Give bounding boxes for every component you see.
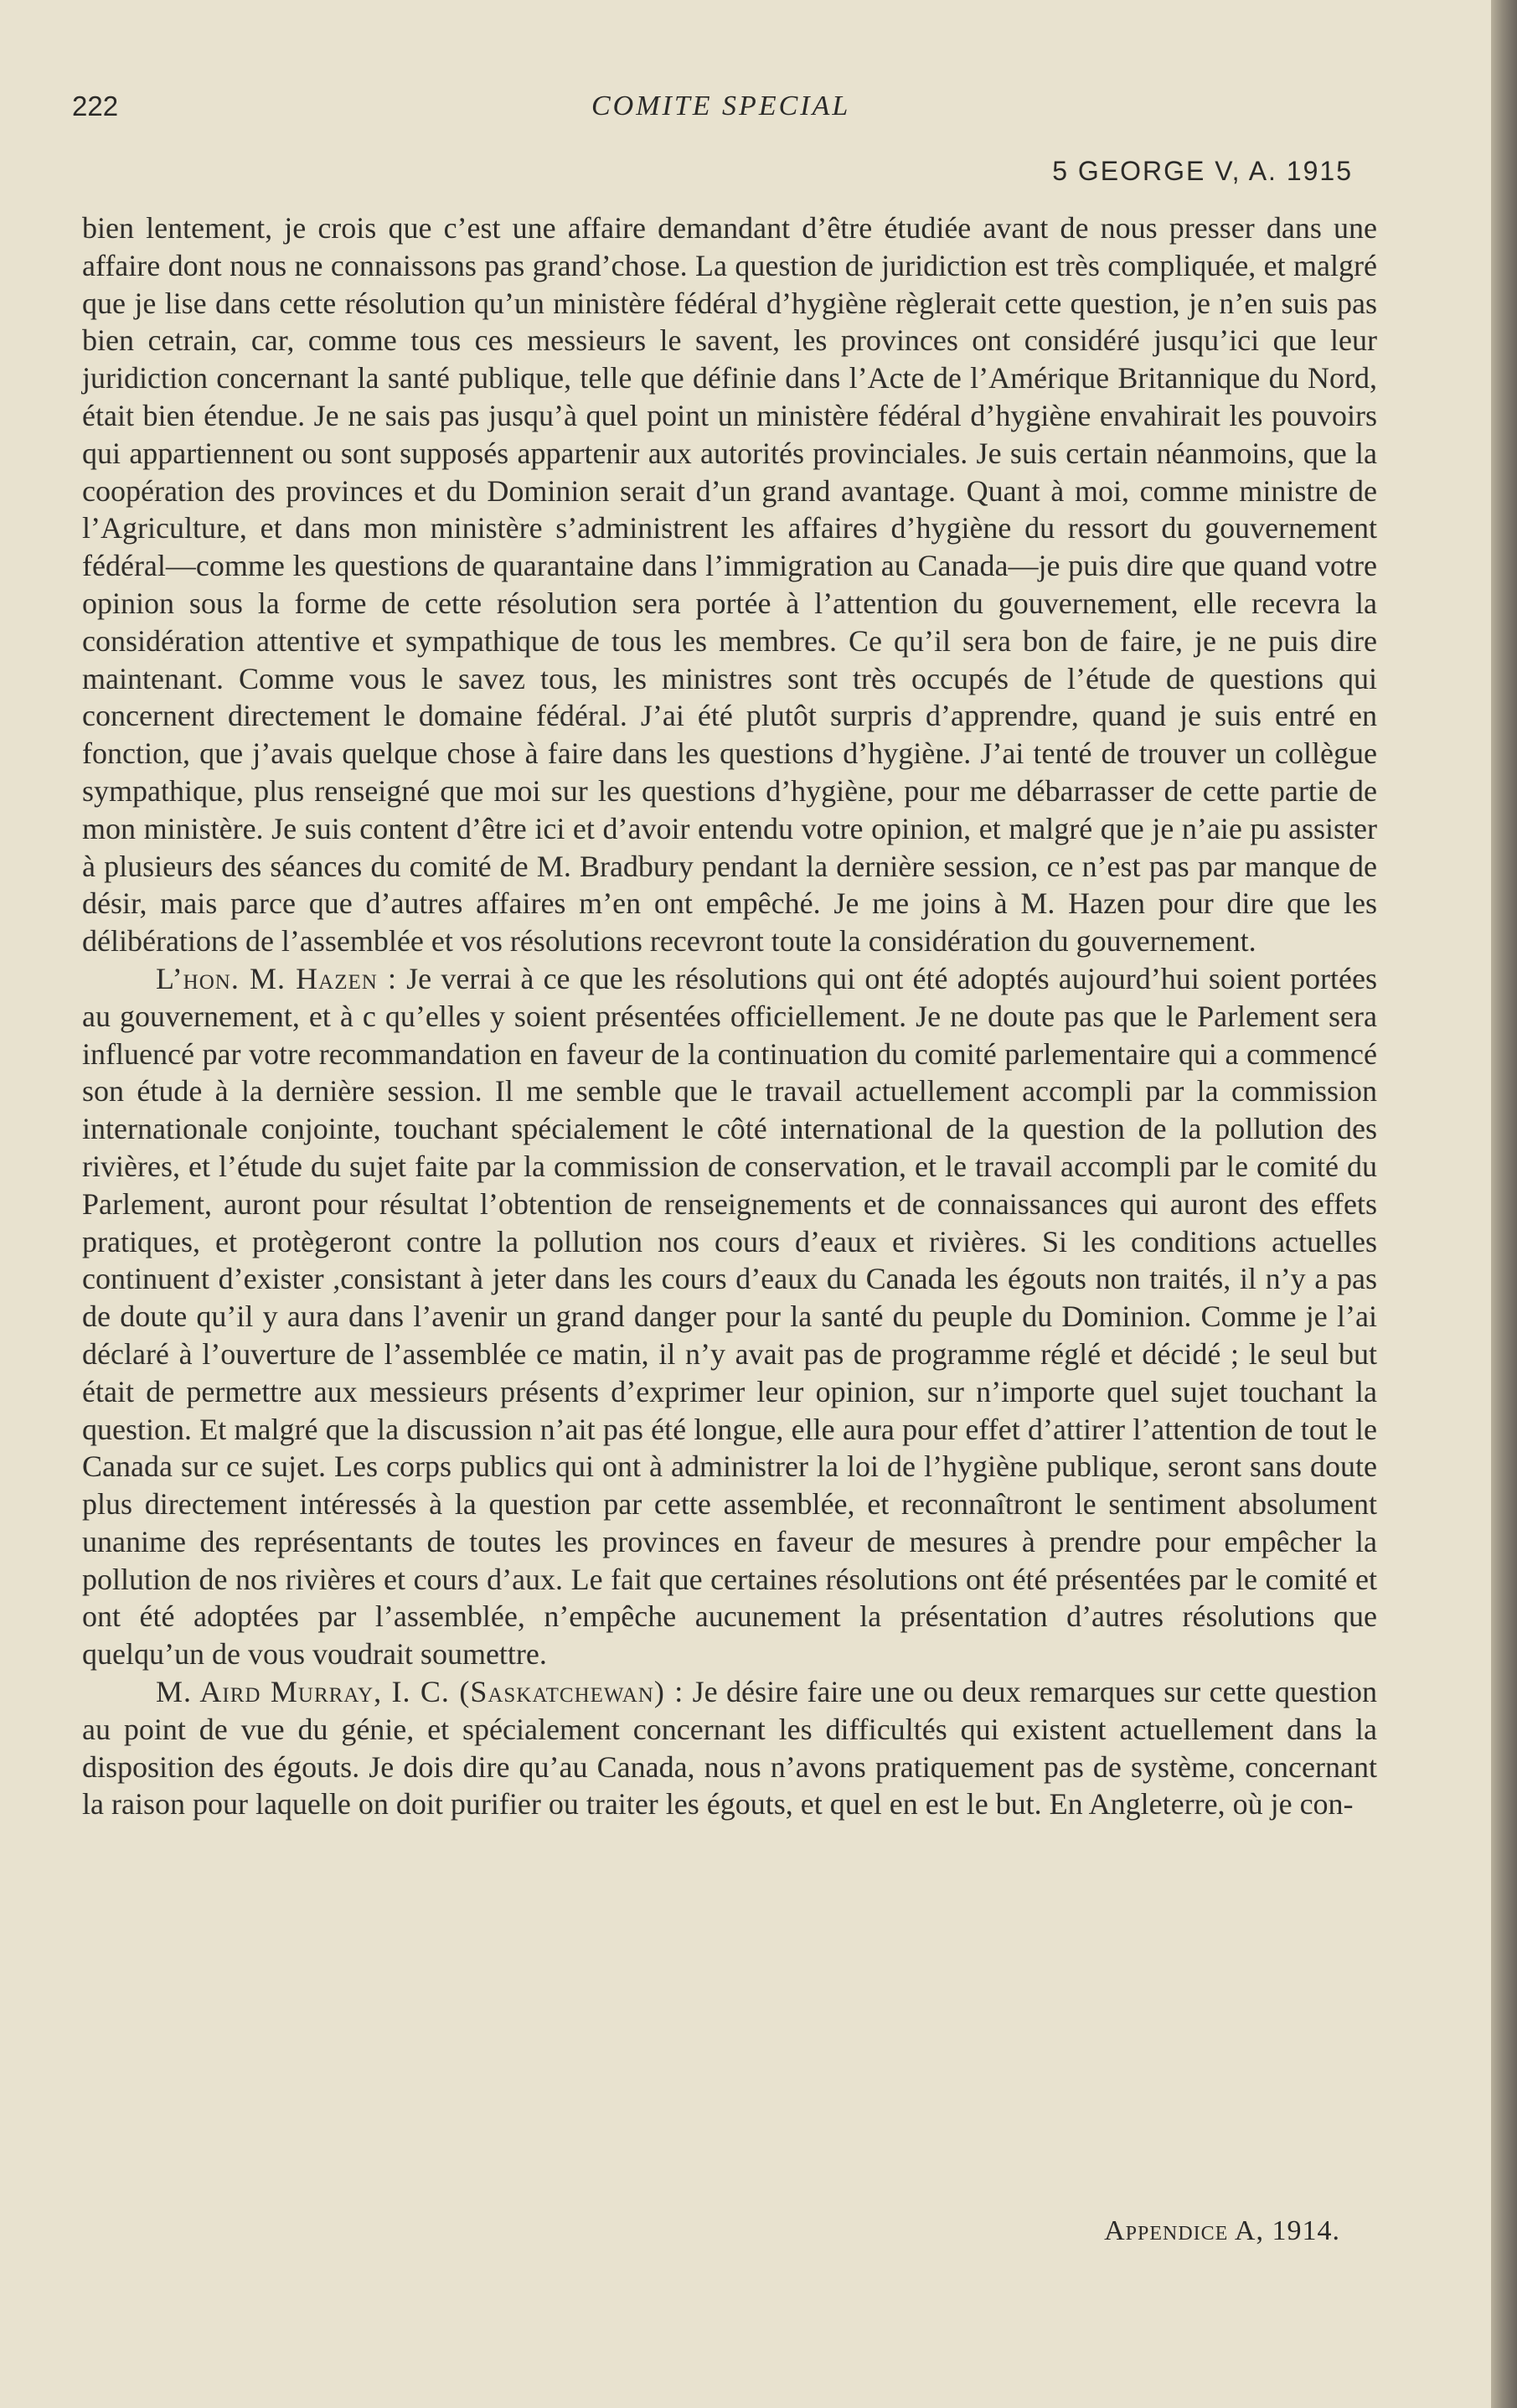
appendix-note: Appendice A, 1914.: [1104, 2215, 1340, 2246]
paragraph-2: [82, 960, 1377, 1673]
session-line: 5 GEORGE V, A. 1915: [1052, 156, 1353, 186]
running-head: COMITE SPECIAL: [591, 90, 851, 121]
page-gutter: [1491, 0, 1517, 2408]
paragraph-2-text: Je verrai à ce que les résolutions qui ont été adoptés aujourd’hui soient portées au gouvernement, et à c qu’elles y soient présentées officiellement. Je ne doute pas que le Parlement sera influencé par votre recommandation en faveur de la continuation du comité parlementaire qui a commencé son étude à la dernière session. Il me semble que le travail actuellement accompli par la commission internationale conjointe, touchant spécialement le côté international de la question de la pollution des rivières, et l’étude du sujet faite par la commission de conservation, et le travail accompli par le comité du Parlement, auront pour résultat l’obtention de renseignements et de connaissances qui auront des effets pratiques, et protègeront contre la pollution nos cours d’eaux et rivières. Si les conditions actuelles continuent d’exister ,consistant à jeter dans les cours d’eaux du Canada les égouts non traités, il n’y a pas de doute qu’il y aura dans l’avenir un grand danger pour la santé du peuple du Dominion. Comme je l’ai déclaré à l’ouverture de l’assemblée ce matin, il n’y avait pas de programme réglé et décidé ; le seul but était de permettre aux messieurs présents d’exprimer leur opinion, sur n’importe quel sujet touchant la question. Et malgré que la discussion n’ait pas été longue, elle aura pour effet d’attirer l’attention de tout le Canada sur ce sujet. Les corps publics qui ont à administrer la loi de l’hygiène publique, seront sans doute plus directement intéressés à la question par cette assemblée, et reconnaîtront le sentiment absolument unanime des représentants de toutes les provinces en faveur de mesures à prendre pour empêcher la pollution de nos rivières et cours d’aux. Le fait que certaines résolutions ont été présentées par le comité et ont été adoptées par l’assemblée, n’empêche aucunement la présentation d’autres résolutions que quelqu’un de vous voudrait soumettre.: [82, 961, 1377, 1672]
speaker-hazen: L’hon. M. Hazen :: [156, 961, 397, 995]
paragraph-3: [82, 1673, 1377, 1823]
paragraph-1: bien lentement, je crois que c’est une affaire demandant d’être étudiée avant de nous presser dans une affaire dont nous ne connaissons pas grand’chose. La question de juridiction est très compliquée, et malgré que je lise dans cette résolution qu’un ministère fédéral d’hygiène règlerait cette question, je n’en suis pas bien cetrain, car, comme tous ces messieurs le savent, les provinces ont considéré jusqu’ici que leur juridiction concernant la santé publique, telle que définie dans l’Acte de l’Amérique Britannique du Nord, était bien étendue. Je ne sais pas jusqu’à quel point un ministère fédéral d’hygiène envahirait les pouvoirs qui appartiennent ou sont supposés appartenir aux autorités provinciales. Je suis certain néanmoins, que la coopération des provinces et du Dominion serait d’un grand avantage. Quant à moi, comme ministre de l’Agriculture, et dans mon ministère s’administrent les affaires d’hygiène du ressort du gouvernement fédéral—comme les questions de quarantaine dans l’immigration au Canada—je puis dire que quand votre opinion sous la forme de cette résolution sera portée à l’attention du gouvernement, elle recevra la considération attentive et sympathique de tous les membres. Ce qu’il sera bon de faire, je ne puis dire maintenant. Comme vous le savez tous, les ministres sont très occupés de l’étude de questions qui concernent directement le domaine fédéral. J’ai été plutôt surpris d’apprendre, quand je suis entré en fonction, que j’avais quelque chose à faire dans les questions d’hygiène. J’ai tenté de trouver un collègue sympathique, plus renseigné que moi sur les questions d’hygiène, pour me débarrasser de cette partie de mon ministère. Je suis content d’être ici et d’avoir entendu votre opinion, et malgré que je n’aie pu assister à plusieurs des séances du comité de M. Bradbury pendant la dernière session, ce n’est pas par manque de désir, mais parce que d’autres affaires m’en ont empêché. Je me joins à M. Hazen pour dire que les délibérations de l’assemblée et vos résolutions recevront toute la considération du gouvernement.: [82, 211, 1377, 959]
body-text: [82, 209, 1377, 1823]
page-number: 222: [72, 90, 119, 121]
page-header: [72, 90, 1387, 132]
speaker-aird-murray: M. Aird Murray, I. C. (Saskatchewan) :: [156, 1675, 684, 1709]
paragraph-3-text: Je désire faire une ou deux remarques sur cette question au point de vue du génie, et spécialement concernant les difficultés qui existent actuellement dans la disposition des égouts. Je dois dire qu’au Canada, nous n’avons pratiquement pas de système, concernant la raison pour laquelle on doit purifier ou traiter les égouts, et quel en est le but. En Angleterre, où je con-: [82, 1675, 1377, 1822]
